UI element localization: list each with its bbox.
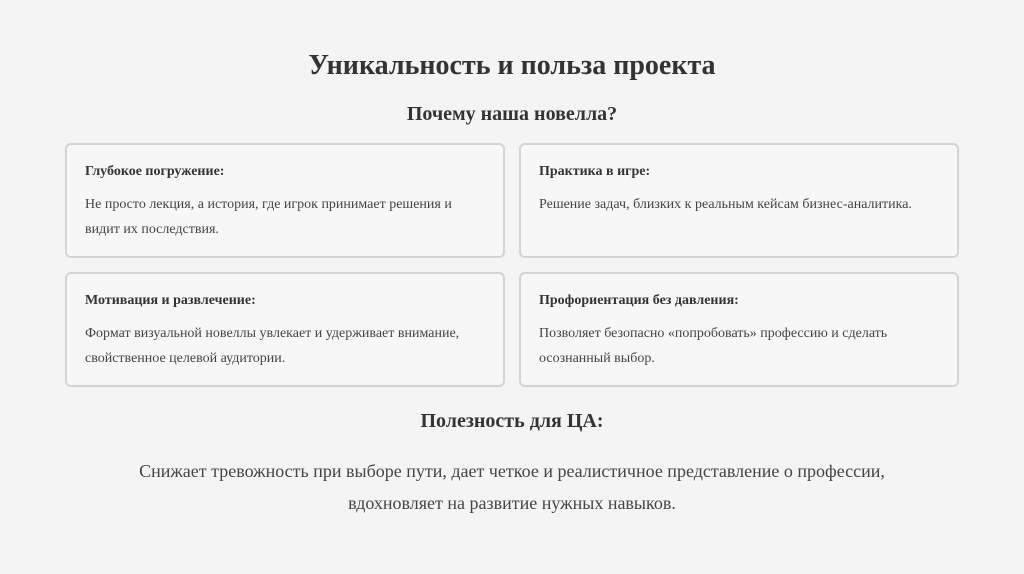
card-deep-immersion	[65, 143, 505, 258]
card-motivation	[65, 272, 505, 387]
benefit-text: Снижает тревожность при выборе пути, дает четкое и реалистичное представление о профессии, вдохновляет на развитие нужных навыков.	[139, 461, 885, 513]
card-text: Позволяет безопасно «попробовать» профессию и сделать осознанный выбор.	[539, 326, 888, 366]
section-subtitle: Почему наша новелла?	[406, 103, 618, 125]
card-title: Глубокое погружение:	[85, 164, 225, 179]
card-title: Практика в игре:	[539, 164, 651, 179]
card-text: Не просто лекция, а история, где игрок принимает решения и видит их последствия.	[85, 197, 452, 237]
card-title: Мотивация и развлечение:	[85, 293, 256, 308]
card-practice-in-game	[519, 143, 959, 258]
card-text: Решение задач, близких к реальным кейсам бизнес-аналитика.	[539, 197, 912, 212]
card-career-guidance	[519, 272, 959, 387]
benefit-title: Полезность для ЦА:	[420, 410, 604, 432]
card-title: Профориентация без давления:	[539, 293, 739, 308]
page-title: Уникальность и польза проекта	[308, 50, 716, 81]
card-text: Формат визуальной новеллы увлекает и удерживает внимание, свойственное целевой аудитории.	[85, 326, 460, 366]
